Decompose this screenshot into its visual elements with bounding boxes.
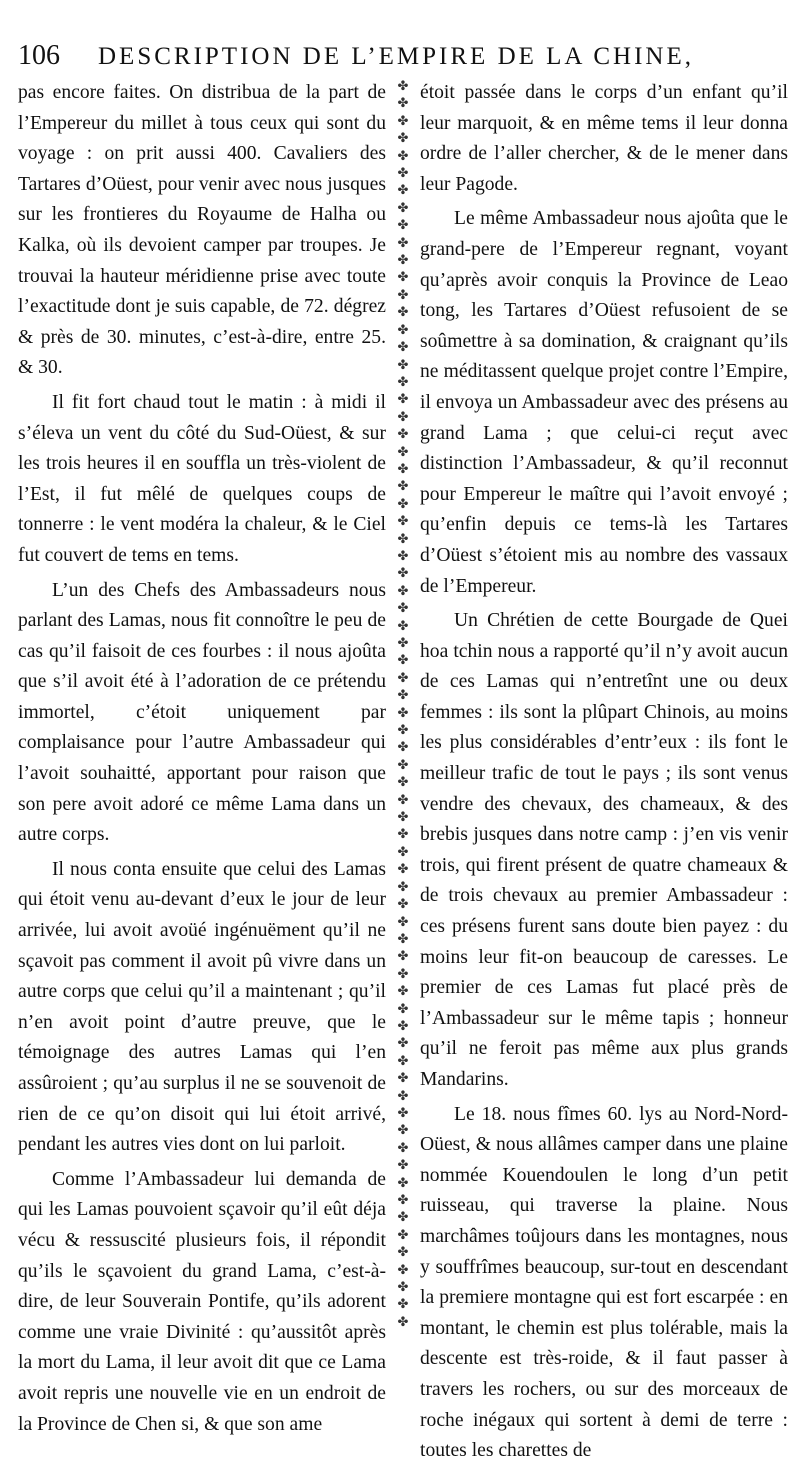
fleuron-ornament: ✤ [397,253,409,269]
fleuron-ornament: ✤ [397,148,409,164]
fleuron-ornament: ✤ [397,827,409,843]
paragraph: Il nous conta ensuite que celui des Lamas qui étoit venu au-devant d’eux le jour de leur arrivée, lui avoit avoüé ingénuëment qu’il ne sçavoit pas comment il avoit pû vivre dans un autre corps que celui qu’il a maintenant ; qu’il n’en avoit point d’autre preuve, que le témoignage des autres Lamas qui l’en assûroient ; qu’au surplus il ne se souvenoit de rien de ce qu’on disoit qui lui étoit arrivé, pendant les autres vies dont on lui parloit. [18,858,386,1156]
paragraph: pas encore faites. On distribua de la part de l’Empereur du millet à tous ceux qui sont du voyage : on prit aussi 400. Cavaliers des Tartares d’Oüest, pour venir avec nous jusques sur les frontieres du Royaume de Halha ou Kalka, où ils devoient camper par troupes. Je trouvai la hauteur méridienne prise avec toute l’exactitude dont je suis capable, de 72. dégrez & près de 30. minutes, c’est-à-dire, entre 25. & 30. [18,82,386,379]
fleuron-ornament: ✤ [397,305,409,321]
fleuron-ornament: ✤ [397,636,409,651]
fleuron-ornament: ✤ [397,340,409,356]
fleuron-ornament: ✤ [397,792,409,808]
paragraph: Il fit fort chaud tout le matin : à midi il s’éleva un vent du côté du Sud-Oüest, & sur les trois heures il en souffla un très-violent de l’Est, il fut mêlé de quelques coups de tonnerre : le vent modéra la chaleur, & le Ciel fut couvert de tems en tems. [18,391,386,566]
fleuron-ornament: ✤ [397,1227,409,1243]
fleuron-ornament: ✤ [397,1297,409,1313]
fleuron-ornament: ✤ [397,1245,409,1261]
page-number: 106 [18,40,60,71]
fleuron-ornament: ✤ [397,775,409,791]
fleuron-ornament: ✤ [397,897,409,913]
fleuron-ornament: ✤ [397,618,409,634]
fleuron-ornament: ✤ [397,1210,409,1226]
fleuron-ornament: ✤ [397,409,409,425]
fleuron-ornament: ✤ [397,1280,409,1296]
fleuron-ornament: ✤ [397,479,409,495]
fleuron-ornament: ✤ [397,653,409,669]
left-column [18,78,386,1471]
fleuron-ornament: ✤ [397,427,409,443]
fleuron-ornament: ✤ [397,670,409,686]
fleuron-ornament: ✤ [397,757,409,773]
fleuron-ornament: ✤ [397,949,409,965]
fleuron-ornament: ✤ [397,1105,409,1121]
fleuron-ornament: ✤ [397,966,409,982]
fleuron-ornament: ✤ [397,723,409,739]
fleuron-ornament: ✤ [397,392,409,408]
fleuron-ornament: ✤ [397,583,409,599]
fleuron-ornament: ✤ [397,914,409,930]
fleuron-ornament: ✤ [397,461,409,477]
fleuron-ornament: ✤ [397,1262,409,1278]
fleuron-ornament: ✤ [397,1088,409,1104]
fleuron-ornament: ✤ [397,844,409,860]
fleuron-ornament: ✤ [397,1071,409,1087]
fleuron-ornament: ✤ [397,496,409,512]
fleuron-ornament: ✤ [397,79,409,94]
fleuron-ornament: ✤ [397,601,409,617]
fleuron-ornament: ✤ [397,287,409,303]
fleuron-ornament: ✤ [397,1018,409,1034]
fleuron-ornament: ✤ [397,96,409,112]
fleuron-ornament: ✤ [397,548,409,564]
paragraph: Comme l’Ambassadeur lui demanda de qui les Lamas pouvoient sçavoir qu’il eût déja vécu & ressuscité plusieurs fois, il répondit qu’ils le sçavoient du grand Lama, c’est-à-dire, de leur Souverain Pontife, qu’ils adorent comme une vraie Divinité : qu’aussitôt après la mort du Lama, il leur avoit dit que ce Lama avoit repris une nouvelle vie en un endroit de la Province de Chen si, & que son ame [18,1168,386,1435]
fleuron-ornament: ✤ [397,1314,409,1330]
paragraph: Un Chrétien de cette Bourgade de Quei hoa tchin nous a rapporté qu’il n’y avoit aucun de ces Lamas qui n’entretînt une ou deux femmes : ils sont la plûpart Chinois, au moins les plus considérables d’entr’eux : ils font le meilleur trafic de tout le pays ; ils sont venus vendre des chevaux, des chameaux, & des brebis jusques dans notre camp : j’en vis venir trois, qui firent présent de quatre chameaux & de trois chevaux au premier Ambassadeur : ces présens furent sans doute bien payez : du moins leur fit-on beaucoup de caresses. Le premier de ces Lamas fut placé près de l’Ambassadeur sur le même tapis ; honneur qu’il ne feroit pas même aux plus grands Mandarins. [420,610,788,1090]
fleuron-ornament: ✤ [397,1123,409,1139]
page-header [18,40,788,76]
fleuron-ornament: ✤ [397,984,409,1000]
fleuron-ornament: ✤ [397,131,409,147]
fleuron-ornament: ✤ [397,166,409,182]
running-title: DESCRIPTION DE L’EMPIRE DE LA CHINE, [98,43,694,70]
fleuron-ornament: ✤ [397,879,409,895]
right-column [420,78,788,1471]
ornament-divider [386,78,420,1343]
paragraph: Le 18. nous fîmes 60. lys au Nord-Nord-Oüest, & nous allâmes camper dans une plaine nommée Kouendoulen le long d’un petit ruisseau, qui traverse la plaine. Nous marchâmes toûjours dans les montagnes, nous y souffrîmes beaucoup, sur-tout en descendant la premiere montagne qui est fort escarpée : en montant, le chemin est plus tolérable, mais la descente est très-roide, & il faut passer à travers les rochers, ou sur des morceaux de roche inégaux qui sortent à demi de terre : toutes les charettes de [420,1103,788,1462]
fleuron-ornament: ✤ [397,1158,409,1174]
paragraph: L’un des Chefs des Ambassadeurs nous parlant des Lamas, nous fit connoître le peu de cas qu’il faisoit de ces fourbes : il nous ajoûta que s’il avoit été à l’adoration de ce prétendu immortel, c’étoit uniquement par complaisance pour l’autre Ambassadeur qui l’avoit souhaitté, apportant pour raison que son pere avoit adoré ce même Lama dans un autre corps. [18,579,386,846]
fleuron-ornament: ✤ [397,1001,409,1017]
paragraph: Le même Ambassadeur nous ajoûta que le grand-pere de l’Empereur regnant, voyant qu’après avoir conquis la Province de Leao tong, les Tartares d’Oüest refusoient de se soûmettre à sa domination, & craignant qu’ils ne méditassent quelque projet contre l’Empire, il envoya un Ambassadeur avec des présens au grand Lama ; que celui-ci reçut avec distinction l’Ambassadeur, & qu’il reconnut pour Empereur le maître qui l’avoit envoyé ; qu’enfin depuis ce tems-là les Tartares d’Oüest s’étoient mis au nombre des vassaux de l’Empereur. [420,208,788,597]
fleuron-ornament: ✤ [397,322,409,338]
fleuron-ornament: ✤ [397,183,409,199]
text-columns [18,78,788,1471]
fleuron-ornament: ✤ [397,931,409,947]
fleuron-ornament: ✤ [397,113,409,129]
fleuron-ornament: ✤ [397,705,409,721]
fleuron-ornament: ✤ [397,1193,409,1208]
paragraph: étoit passée dans le corps d’un enfant qu’il leur marquoit, & en même tems il leur donna ordre de l’aller chercher, & de le mener dans leur Pagode. [420,82,788,195]
fleuron-ornament: ✤ [397,374,409,390]
fleuron-ornament: ✤ [397,740,409,756]
fleuron-ornament: ✤ [397,444,409,460]
fleuron-ornament: ✤ [397,688,409,704]
fleuron-ornament: ✤ [397,531,409,547]
fleuron-ornament: ✤ [397,235,409,251]
fleuron-ornament: ✤ [397,1053,409,1069]
fleuron-ornament: ✤ [397,1036,409,1052]
fleuron-ornament: ✤ [397,810,409,826]
fleuron-ornament: ✤ [397,270,409,286]
fleuron-ornament: ✤ [397,514,409,530]
fleuron-ornament: ✤ [397,200,409,216]
fleuron-ornament: ✤ [397,1175,409,1191]
fleuron-ornament: ✤ [397,218,409,234]
fleuron-ornament: ✤ [397,357,409,373]
fleuron-ornament: ✤ [397,566,409,582]
fleuron-ornament: ✤ [397,862,409,878]
fleuron-ornament: ✤ [397,1140,409,1156]
